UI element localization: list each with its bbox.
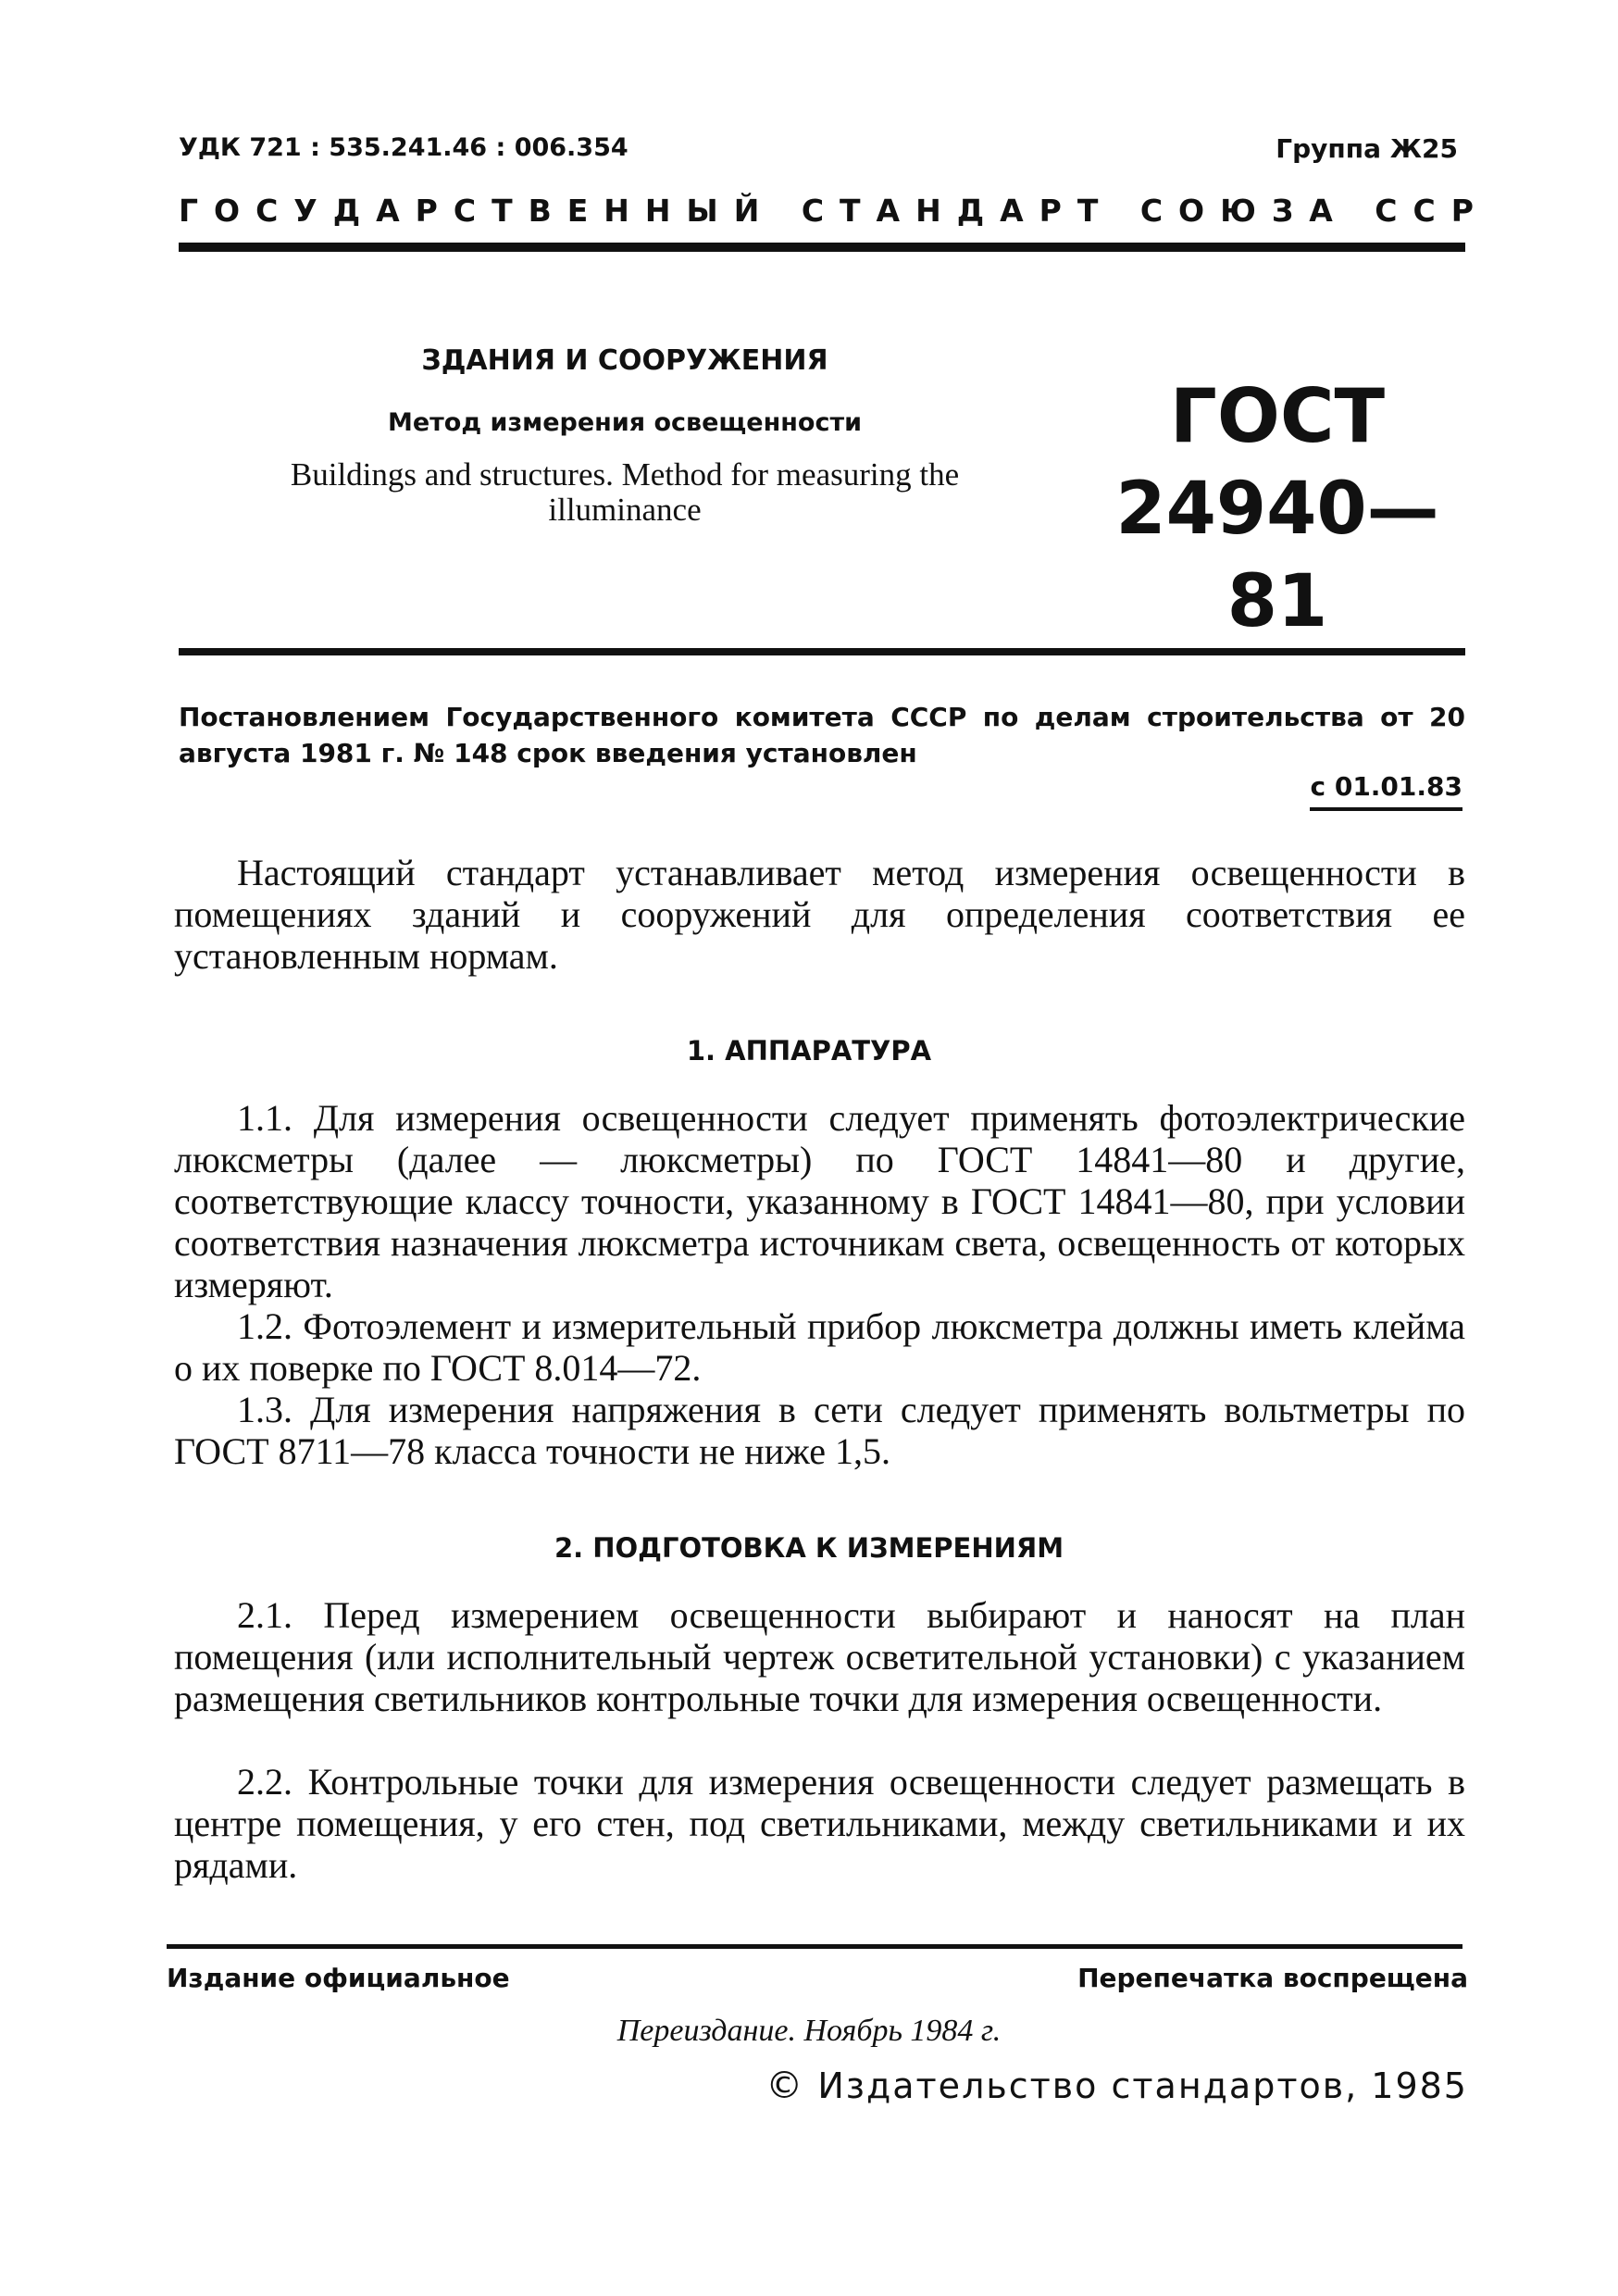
- state-standard-banner: ГОСУДАРСТВЕННЫЙ СТАНДАРТ СОЮЗА ССР: [179, 193, 1489, 229]
- gost-label: ГОСТ: [1169, 373, 1386, 459]
- header-rule: [179, 243, 1465, 252]
- group-code: Группа Ж25: [1276, 133, 1458, 164]
- subtitle-ru: Метод измерения освещенности: [387, 408, 863, 437]
- intro-paragraph: [174, 852, 1465, 977]
- effective-date: с 01.01.83: [1310, 771, 1462, 811]
- paragraph-1-2: [174, 1305, 1465, 1389]
- paragraph-2-1: [174, 1594, 1465, 1719]
- intro-text: Настоящий стандарт устанавливает метод измерения освещенности в помещениях зданий и сооружений для определения соответствия ее установленным нормам.: [174, 852, 1465, 977]
- copyright-icon: ©: [765, 2065, 805, 2107]
- official-edition-label: Издание официальное: [167, 1963, 510, 1993]
- footer-rule: [167, 1944, 1462, 1949]
- gost-number: 24940—81: [1115, 468, 1439, 643]
- paragraph-text: 1.3. Для измерения напряжения в сети следует применять вольтметры по ГОСТ 8711—78 класса точности не ниже 1,5.: [174, 1389, 1465, 1472]
- paragraph-text: 2.1. Перед измерением освещенности выбирают и наносят на план помещения (или исполнительный чертеж осветительной установки) с указанием размещения светильников контрольные точки для измерения освещенности.: [174, 1594, 1465, 1719]
- title-en: Buildings and structures. Method for measuring the illuminance: [290, 456, 960, 528]
- title-block: [250, 344, 1000, 528]
- paragraph-1-3: [174, 1389, 1465, 1472]
- reprint-prohibited-label: Перепечатка воспрещена: [1077, 1963, 1468, 1993]
- publisher-line: [765, 2065, 1468, 2107]
- paragraph-2-2: [174, 1761, 1465, 1886]
- gost-designation: [1092, 370, 1462, 648]
- publisher-name: Издательство стандартов, 1985: [817, 2065, 1468, 2106]
- section-1-heading: 1. АППАРАТУРА: [686, 1035, 932, 1067]
- paragraph-text: 2.2. Контрольные точки для измерения освещенности следует размещать в центре помещения, у его стен, под светильниками, между светильниками и их рядами.: [174, 1761, 1465, 1886]
- udk-code: УДК 721 : 535.241.46 : 006.354: [179, 133, 629, 162]
- paragraph-text: 1.2. Фотоэлемент и измерительный прибор люксметра должны иметь клейма о их поверке по ГОСТ 8.014—72.: [174, 1305, 1465, 1389]
- paragraph-1-1: [174, 1097, 1465, 1305]
- decree-text: Постановлением Государственного комитета СССР по делам строительства от 20 августа 1981 г. № 148 срок введения установлен: [179, 702, 1465, 768]
- title-ru: ЗДАНИЯ И СООРУЖЕНИЯ: [421, 344, 828, 377]
- title-rule: [179, 648, 1465, 655]
- paragraph-text: 1.1. Для измерения освещенности следует применять фотоэлектрические люксметры (далее — люксметры) по ГОСТ 14841—80 и другие, соответствующие классу точности, указанному в ГОСТ 14841—80, при условии соответствия назначения люксметра источникам света, освещенность от которых измеряют.: [174, 1097, 1465, 1305]
- section-2-heading: 2. ПОДГОТОВКА К ИЗМЕРЕНИЯМ: [554, 1532, 1064, 1564]
- reissue-note: Переиздание. Ноябрь 1984 г.: [616, 2014, 1002, 2048]
